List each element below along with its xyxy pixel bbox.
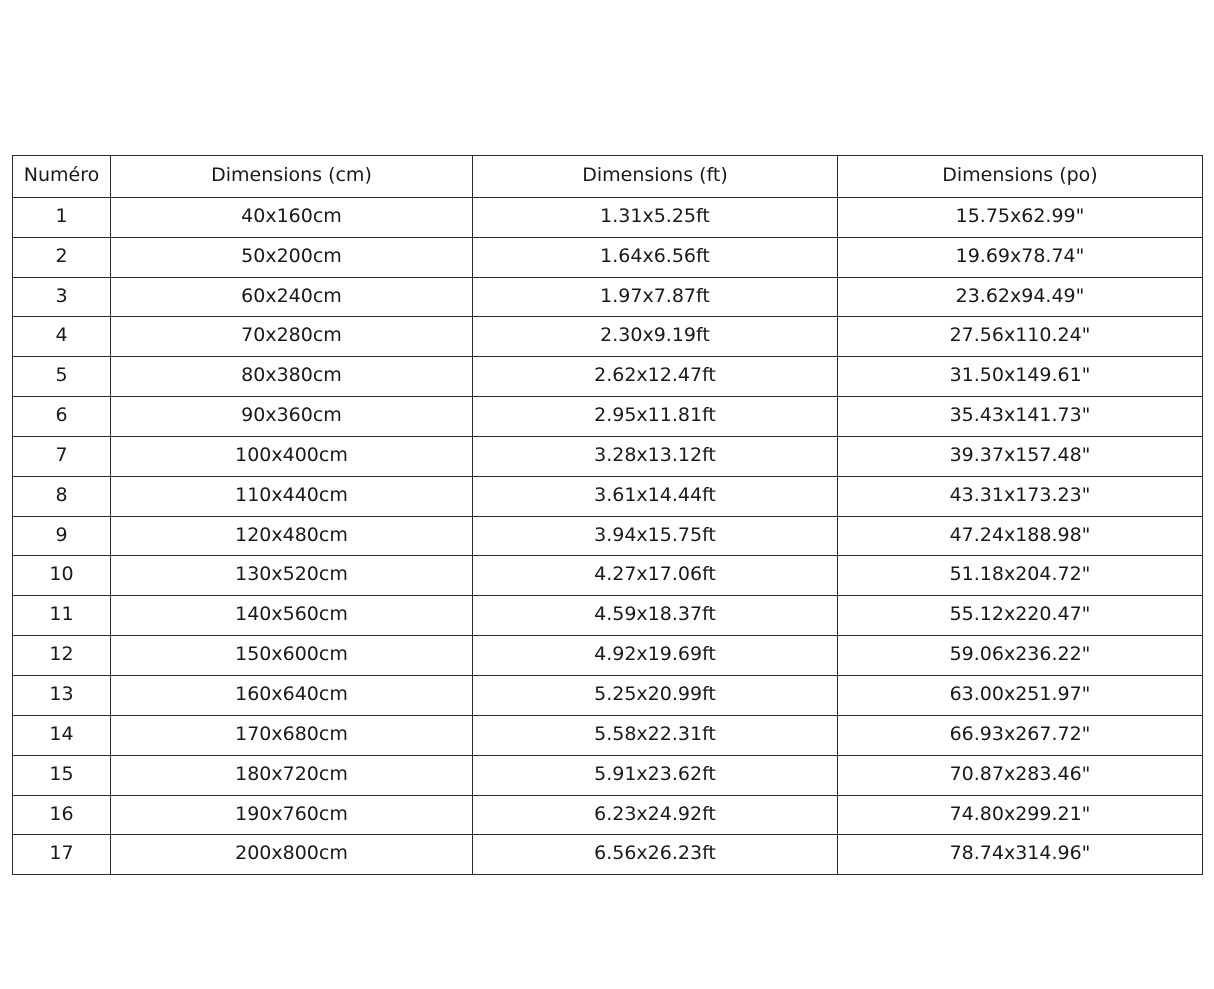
table-row bbox=[13, 277, 1203, 317]
table-row bbox=[13, 357, 1203, 397]
cell-dimensions-po: 31.50x149.61" bbox=[838, 357, 1203, 397]
cell-dimensions-ft: 1.64x6.56ft bbox=[473, 237, 838, 277]
cell-dimensions-cm: 200x800cm bbox=[111, 835, 473, 875]
cell-numero: 12 bbox=[13, 636, 111, 676]
cell-numero: 13 bbox=[13, 675, 111, 715]
cell-dimensions-cm: 90x360cm bbox=[111, 397, 473, 437]
cell-dimensions-ft: 2.62x12.47ft bbox=[473, 357, 838, 397]
cell-dimensions-po: 70.87x283.46" bbox=[838, 755, 1203, 795]
cell-dimensions-cm: 50x200cm bbox=[111, 237, 473, 277]
cell-dimensions-ft: 4.27x17.06ft bbox=[473, 556, 838, 596]
cell-numero: 7 bbox=[13, 436, 111, 476]
cell-numero: 8 bbox=[13, 476, 111, 516]
cell-dimensions-ft: 4.92x19.69ft bbox=[473, 636, 838, 676]
table-row bbox=[13, 636, 1203, 676]
cell-dimensions-cm: 140x560cm bbox=[111, 596, 473, 636]
cell-dimensions-ft: 1.97x7.87ft bbox=[473, 277, 838, 317]
cell-dimensions-po: 47.24x188.98" bbox=[838, 516, 1203, 556]
cell-dimensions-cm: 190x760cm bbox=[111, 795, 473, 835]
cell-dimensions-ft: 5.91x23.62ft bbox=[473, 755, 838, 795]
cell-numero: 9 bbox=[13, 516, 111, 556]
cell-dimensions-po: 15.75x62.99" bbox=[838, 197, 1203, 237]
table-row bbox=[13, 317, 1203, 357]
table-row bbox=[13, 835, 1203, 875]
cell-dimensions-cm: 80x380cm bbox=[111, 357, 473, 397]
table-body bbox=[13, 197, 1203, 874]
table-row bbox=[13, 596, 1203, 636]
cell-numero: 4 bbox=[13, 317, 111, 357]
table-row bbox=[13, 397, 1203, 437]
cell-numero: 2 bbox=[13, 237, 111, 277]
cell-dimensions-po: 19.69x78.74" bbox=[838, 237, 1203, 277]
cell-numero: 14 bbox=[13, 715, 111, 755]
table-row bbox=[13, 715, 1203, 755]
cell-numero: 5 bbox=[13, 357, 111, 397]
table-row bbox=[13, 237, 1203, 277]
cell-dimensions-ft: 3.61x14.44ft bbox=[473, 476, 838, 516]
cell-dimensions-cm: 150x600cm bbox=[111, 636, 473, 676]
cell-dimensions-cm: 120x480cm bbox=[111, 516, 473, 556]
table-row bbox=[13, 436, 1203, 476]
column-header-numero: Numéro bbox=[13, 156, 111, 198]
cell-numero: 10 bbox=[13, 556, 111, 596]
cell-dimensions-cm: 180x720cm bbox=[111, 755, 473, 795]
cell-dimensions-cm: 100x400cm bbox=[111, 436, 473, 476]
cell-dimensions-po: 78.74x314.96" bbox=[838, 835, 1203, 875]
cell-numero: 6 bbox=[13, 397, 111, 437]
cell-dimensions-ft: 4.59x18.37ft bbox=[473, 596, 838, 636]
cell-dimensions-ft: 6.56x26.23ft bbox=[473, 835, 838, 875]
cell-dimensions-ft: 3.28x13.12ft bbox=[473, 436, 838, 476]
cell-dimensions-cm: 160x640cm bbox=[111, 675, 473, 715]
cell-dimensions-po: 55.12x220.47" bbox=[838, 596, 1203, 636]
cell-dimensions-po: 59.06x236.22" bbox=[838, 636, 1203, 676]
table-row bbox=[13, 675, 1203, 715]
cell-numero: 17 bbox=[13, 835, 111, 875]
cell-dimensions-ft: 1.31x5.25ft bbox=[473, 197, 838, 237]
cell-dimensions-po: 27.56x110.24" bbox=[838, 317, 1203, 357]
cell-dimensions-ft: 2.30x9.19ft bbox=[473, 317, 838, 357]
cell-dimensions-po: 43.31x173.23" bbox=[838, 476, 1203, 516]
cell-dimensions-cm: 130x520cm bbox=[111, 556, 473, 596]
cell-dimensions-po: 51.18x204.72" bbox=[838, 556, 1203, 596]
cell-dimensions-cm: 170x680cm bbox=[111, 715, 473, 755]
table-row bbox=[13, 476, 1203, 516]
table-row bbox=[13, 556, 1203, 596]
cell-numero: 1 bbox=[13, 197, 111, 237]
cell-numero: 15 bbox=[13, 755, 111, 795]
cell-dimensions-ft: 6.23x24.92ft bbox=[473, 795, 838, 835]
table-row bbox=[13, 197, 1203, 237]
cell-dimensions-cm: 40x160cm bbox=[111, 197, 473, 237]
cell-dimensions-ft: 3.94x15.75ft bbox=[473, 516, 838, 556]
column-header-dimensions-cm: Dimensions (cm) bbox=[111, 156, 473, 198]
column-header-dimensions-ft: Dimensions (ft) bbox=[473, 156, 838, 198]
cell-dimensions-po: 23.62x94.49" bbox=[838, 277, 1203, 317]
cell-numero: 3 bbox=[13, 277, 111, 317]
dimensions-table bbox=[12, 155, 1203, 875]
cell-dimensions-po: 74.80x299.21" bbox=[838, 795, 1203, 835]
cell-dimensions-cm: 70x280cm bbox=[111, 317, 473, 357]
cell-dimensions-po: 35.43x141.73" bbox=[838, 397, 1203, 437]
cell-numero: 16 bbox=[13, 795, 111, 835]
cell-dimensions-ft: 5.58x22.31ft bbox=[473, 715, 838, 755]
table-header bbox=[13, 156, 1203, 198]
cell-numero: 11 bbox=[13, 596, 111, 636]
cell-dimensions-ft: 2.95x11.81ft bbox=[473, 397, 838, 437]
cell-dimensions-po: 63.00x251.97" bbox=[838, 675, 1203, 715]
cell-dimensions-cm: 110x440cm bbox=[111, 476, 473, 516]
table-header-row bbox=[13, 156, 1203, 198]
column-header-dimensions-po: Dimensions (po) bbox=[838, 156, 1203, 198]
dimensions-table-container bbox=[12, 155, 1202, 875]
table-row bbox=[13, 755, 1203, 795]
cell-dimensions-ft: 5.25x20.99ft bbox=[473, 675, 838, 715]
cell-dimensions-po: 66.93x267.72" bbox=[838, 715, 1203, 755]
cell-dimensions-po: 39.37x157.48" bbox=[838, 436, 1203, 476]
table-row bbox=[13, 795, 1203, 835]
table-row bbox=[13, 516, 1203, 556]
cell-dimensions-cm: 60x240cm bbox=[111, 277, 473, 317]
